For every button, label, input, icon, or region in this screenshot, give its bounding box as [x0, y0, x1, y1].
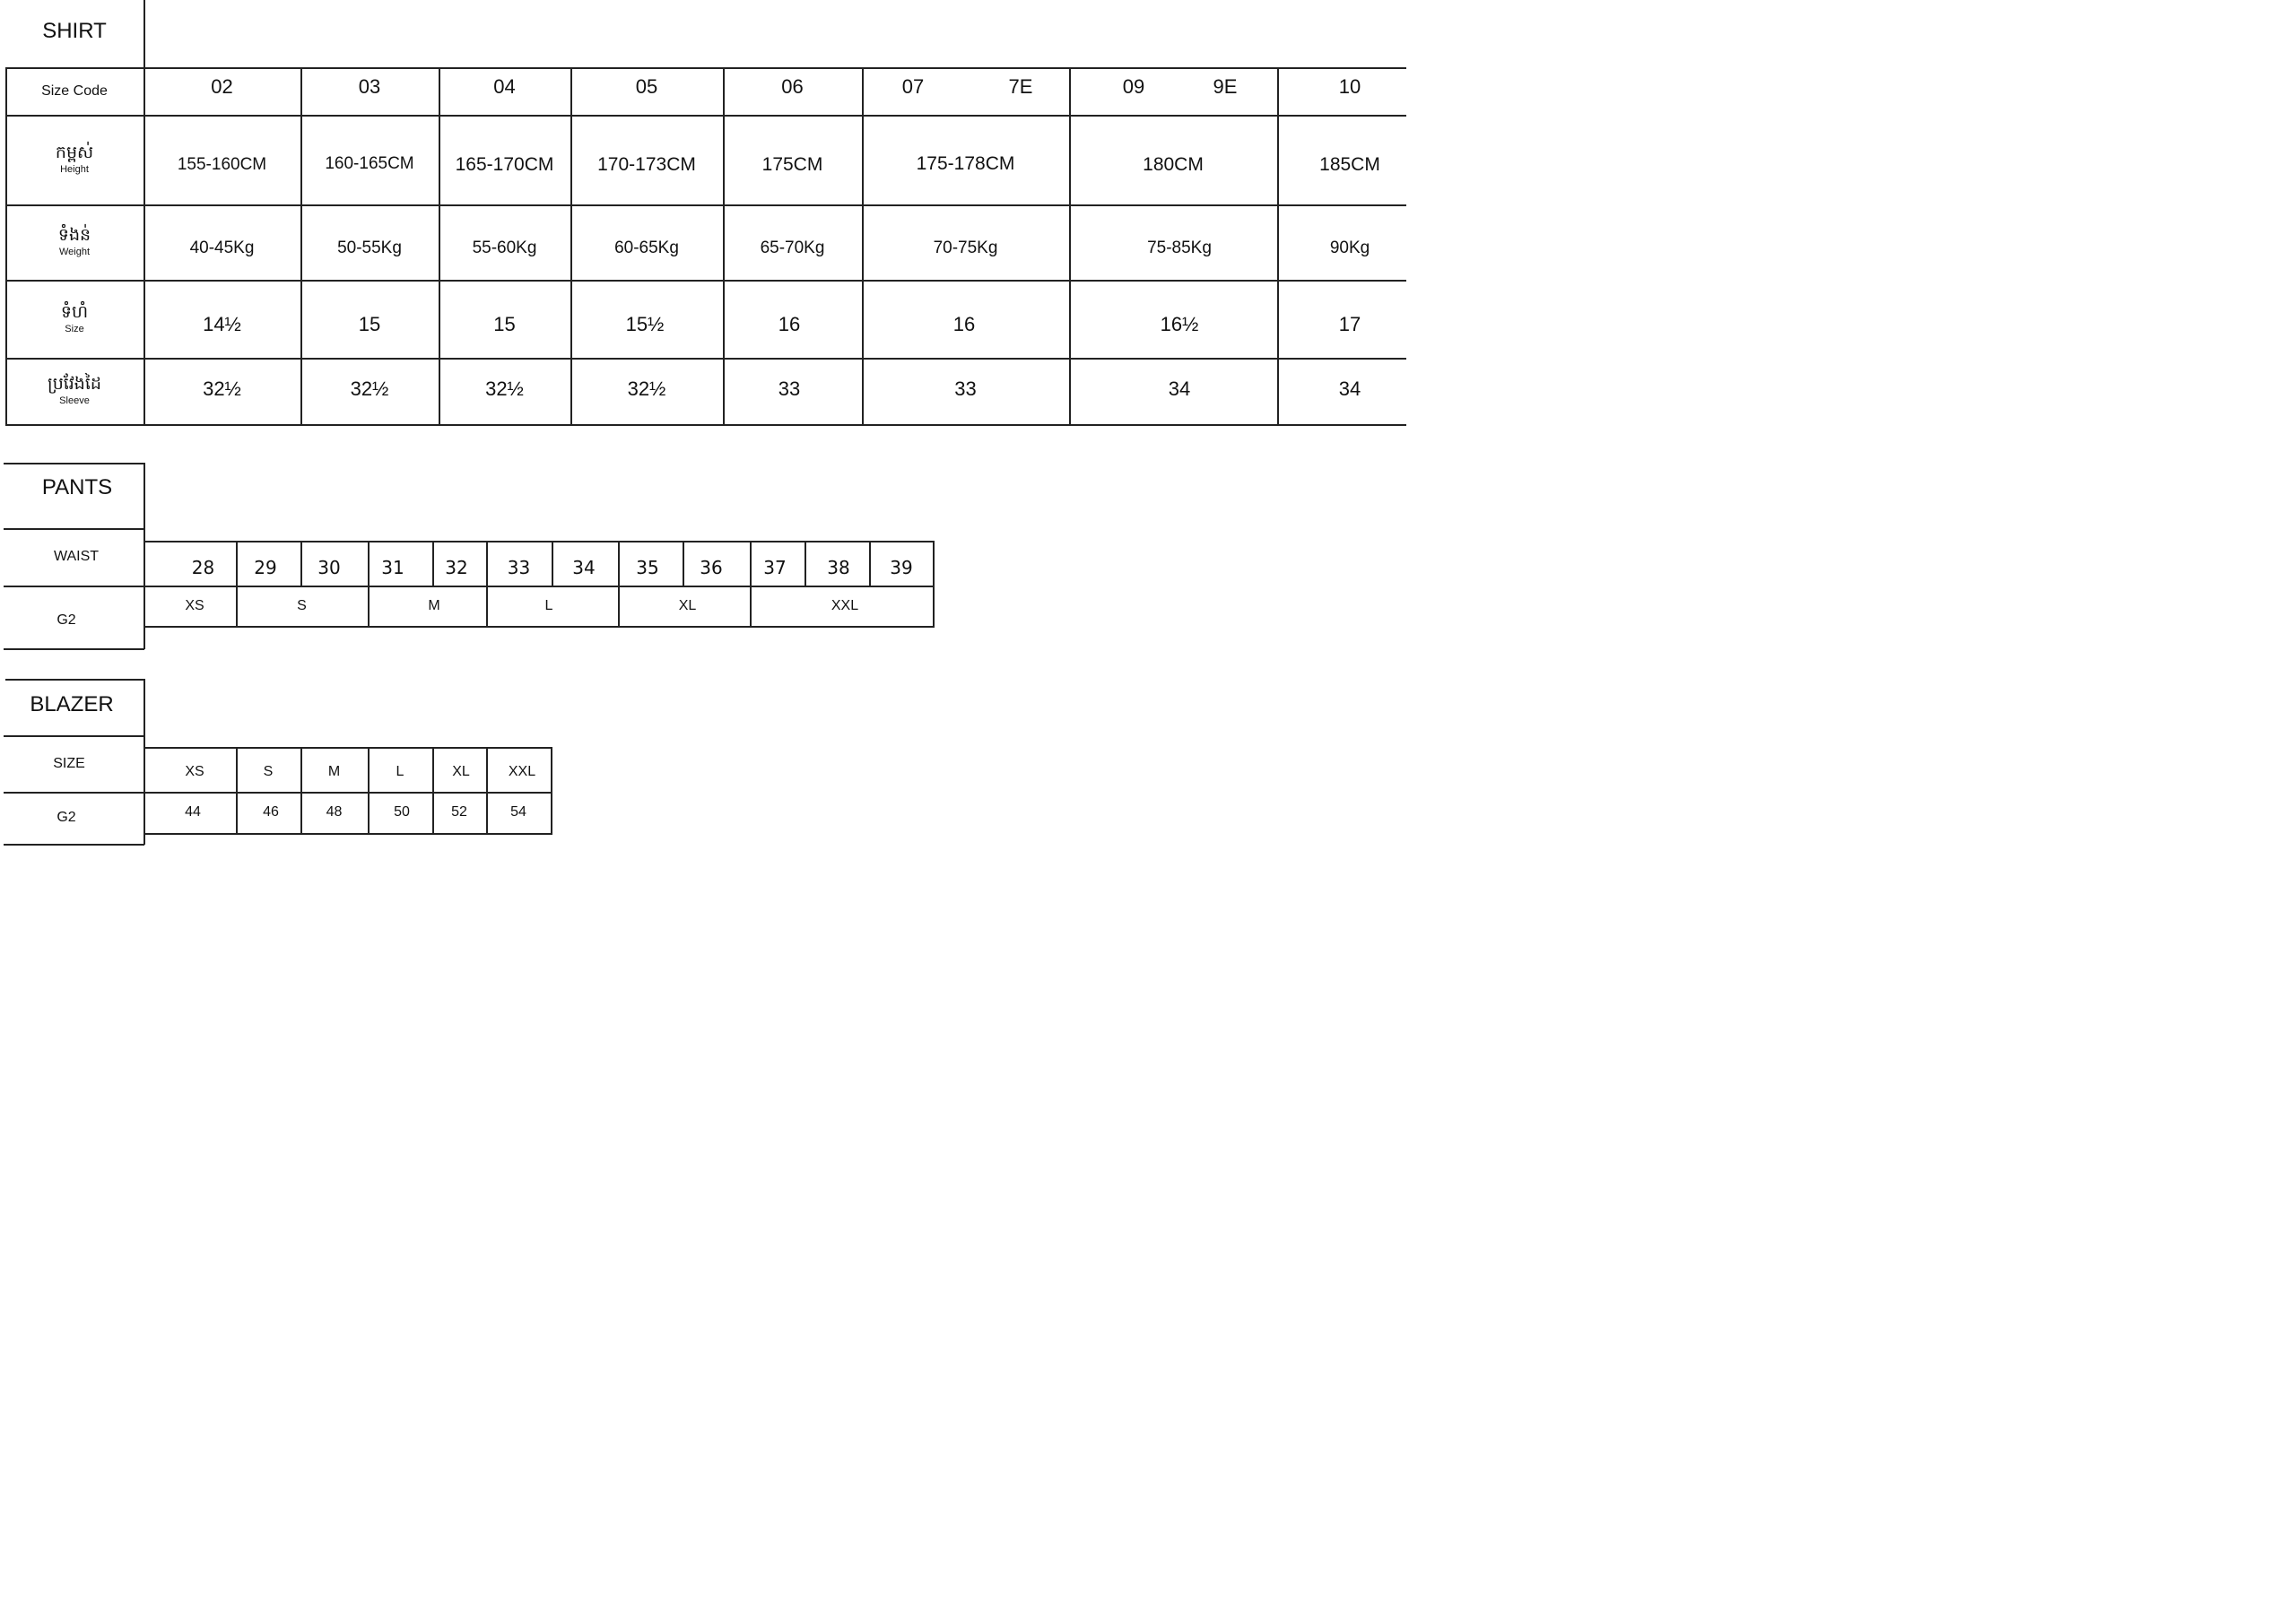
- blazer-size-cell: M: [327, 764, 341, 779]
- sleeve-cell: 33: [954, 378, 977, 400]
- waist-cell: 32: [445, 557, 468, 578]
- waist-cell: 36: [700, 557, 723, 578]
- height-cell: 180CM: [1143, 154, 1204, 175]
- blazer-size-label: SIZE: [53, 755, 85, 771]
- size-cell: 15: [493, 312, 516, 335]
- waist-label: WAIST: [53, 549, 100, 564]
- pants-g2-cell: M: [428, 597, 440, 613]
- blazer-size-cell: XS: [185, 764, 204, 779]
- waist-cell: 31: [381, 557, 404, 578]
- sleeve-cell: 32½: [485, 378, 524, 400]
- height-cell: 155-160CM: [177, 155, 267, 174]
- size-cell: 15½: [625, 312, 665, 335]
- weight-cell: 50-55Kg: [337, 239, 402, 257]
- waist-cell: 35: [636, 557, 659, 578]
- blazer-size-cell: XL: [452, 764, 470, 779]
- weight-cell: 60-65Kg: [614, 239, 679, 257]
- blazer-g2-label: G2: [57, 810, 76, 825]
- grid-line: [144, 747, 552, 749]
- size-code-cell: 09: [1122, 75, 1145, 98]
- sleeve-label-english: Sleeve: [59, 395, 90, 406]
- grid-line: [5, 424, 1406, 426]
- grid-line: [144, 541, 935, 542]
- waist-cell: 34: [572, 557, 596, 578]
- height-cell: 175CM: [761, 154, 823, 175]
- blazer-g2-cell: 48: [326, 804, 343, 820]
- size-cell: 16: [952, 312, 976, 335]
- size-label: [5, 280, 144, 358]
- height-cell: 170-173CM: [597, 154, 696, 175]
- size-code-cell: 9E: [1213, 75, 1238, 98]
- pants-g2-cell: S: [297, 597, 307, 613]
- weight-cell: 70-75Kg: [933, 239, 998, 257]
- blazer-g2-cell: 54: [510, 804, 526, 820]
- size-cell: 16½: [1160, 312, 1199, 335]
- waist-cell: 33: [507, 557, 531, 578]
- size-code-cell: 05: [635, 75, 658, 98]
- size-code-label: Size Code: [41, 82, 108, 99]
- height-cell: 165-170CM: [455, 154, 554, 175]
- weight-label: [5, 204, 144, 280]
- height-label-english: Height: [60, 164, 89, 175]
- sleeve-cell: 32½: [203, 378, 241, 400]
- weight-cell: 40-45Kg: [189, 239, 255, 257]
- size-code-cell: 7E: [1008, 75, 1033, 98]
- pants-g2-cell: XS: [185, 597, 204, 613]
- height-cell: 160-165CM: [325, 154, 414, 173]
- pants-g2-cell: XL: [678, 597, 697, 613]
- grid-line: [4, 648, 144, 650]
- pants-g2-cell: L: [544, 597, 553, 613]
- waist-cell: 38: [827, 557, 850, 578]
- weight-label-english: Weight: [58, 247, 91, 257]
- size-cell: 14½: [203, 312, 241, 335]
- blazer-g2-cell: 44: [185, 804, 201, 820]
- size-code-cell: 04: [493, 75, 516, 98]
- weight-cell: 90Kg: [1329, 239, 1370, 257]
- pants-g2-label: G2: [57, 612, 76, 628]
- sleeve-cell: 32½: [350, 378, 389, 400]
- sleeve-label: [5, 358, 144, 424]
- grid-line: [144, 833, 552, 835]
- weight-cell: 55-60Kg: [472, 239, 537, 257]
- blazer-g2-cell: 52: [451, 804, 467, 820]
- sleeve-cell: 33: [778, 378, 801, 400]
- blazer-size-cell: XXL: [508, 764, 536, 779]
- height-label-khmer: កម្ពស់: [55, 143, 94, 162]
- waist-cell: 30: [317, 557, 341, 578]
- sleeve-cell: 34: [1168, 378, 1191, 400]
- height-cell: 175-178CM: [916, 153, 1015, 174]
- grid-line: [144, 626, 935, 628]
- size-cell: 17: [1338, 312, 1361, 335]
- waist-cell: 37: [763, 557, 787, 578]
- height-cell: 185CM: [1319, 154, 1380, 175]
- size-cell: 15: [358, 312, 381, 335]
- sleeve-cell: 34: [1338, 378, 1361, 400]
- size-label-english: Size: [65, 323, 84, 334]
- weight-label-khmer: ទំងន់: [57, 226, 91, 245]
- grid-line: [4, 844, 144, 846]
- grid-line: [144, 679, 145, 845]
- waist-cell: 28: [191, 557, 215, 578]
- size-label-khmer: ទំហំ: [60, 302, 89, 322]
- size-cell: 16: [778, 312, 801, 335]
- blazer-g2-cell: 50: [394, 804, 410, 820]
- size-code-cell: 02: [211, 75, 233, 98]
- size-code-cell: 07: [901, 75, 925, 98]
- blazer-size-cell: L: [396, 764, 404, 779]
- blazer-size-cell: S: [263, 764, 274, 779]
- blazer-title: BLAZER: [30, 692, 114, 716]
- height-label: [5, 115, 144, 204]
- waist-cell: 29: [254, 557, 277, 578]
- shirt-title: SHIRT: [42, 19, 107, 43]
- size-code-cell: 03: [358, 75, 381, 98]
- pants-title: PANTS: [41, 475, 113, 499]
- pants-g2-cell: XXL: [831, 597, 859, 613]
- weight-cell: 75-85Kg: [1147, 239, 1212, 257]
- sleeve-cell: 32½: [627, 378, 666, 400]
- size-code-cell: 06: [781, 75, 804, 98]
- blazer-g2-cell: 46: [263, 804, 279, 820]
- waist-cell: 39: [890, 557, 913, 578]
- weight-cell: 65-70Kg: [760, 239, 825, 257]
- size-code-cell: 10: [1338, 75, 1361, 98]
- sleeve-label-khmer: ប្រវែងដៃ: [48, 375, 101, 394]
